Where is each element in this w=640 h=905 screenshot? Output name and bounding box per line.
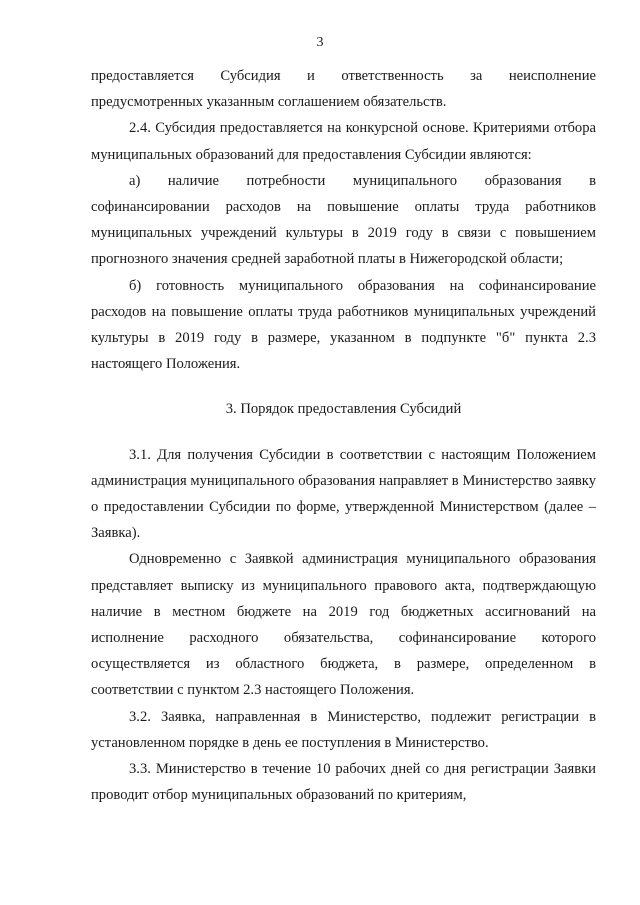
document-body: [91, 63, 596, 808]
paragraph-criterion-a: а) наличие потребности муниципального образования в софинансировании расходов на повышение оплаты труда работников муниципальных учреждений культуры в 2019 году в связи с повышением прогнозного значения средней заработной платы в Нижегородской области;: [91, 172, 596, 268]
paragraph-3-1: 3.1. Для получения Субсидии в соответствии с настоящим Положением администрация муниципального образования направляет в Министерство заявку о предоставлении Субсидии по форме, утвержденной Министерством (далее – Заявка).: [91, 446, 596, 542]
page-number: 3: [316, 35, 324, 50]
paragraph-extract: Одновременно с Заявкой администрация муниципального образования представляет выписку из муниципального правового акта, подтверждающую наличие в местном бюджете на 2019 год бюджетных ассигнований на исполнение расходного обязательства, софинансирование которого осуществляется из областного бюджета, в размере, определенном в соответствии с пунктом 2.3 настоящего Положения.: [91, 551, 596, 699]
paragraph-3-2: 3.2. Заявка, направленная в Министерство, подлежит регистрации в установленном порядке в день ее поступления в Министерство.: [91, 708, 596, 751]
section-heading: 3. Порядок предоставления Субсидий: [225, 401, 462, 418]
paragraph-criterion-b: б) готовность муниципального образования на софинансирование расходов на повышение оплаты труда работников муниципальных учреждений культуры в 2019 году в размере, указанном в подпункте "б" пункта 2.3 настоящего Положения.: [91, 277, 596, 373]
paragraph-2-4: 2.4. Субсидия предоставляется на конкурсной основе. Критериями отбора муниципальных образований для предоставления Субсидии являются:: [91, 120, 596, 163]
paragraph-3-3: 3.3. Министерство в течение 10 рабочих дней со дня регистрации Заявки проводит отбор муниципальных образований по критериям,: [91, 761, 596, 804]
paragraph-continuation: предоставляется Субсидия и ответственность за неисполнение предусмотренных указанным соглашением обязательств.: [91, 68, 596, 111]
